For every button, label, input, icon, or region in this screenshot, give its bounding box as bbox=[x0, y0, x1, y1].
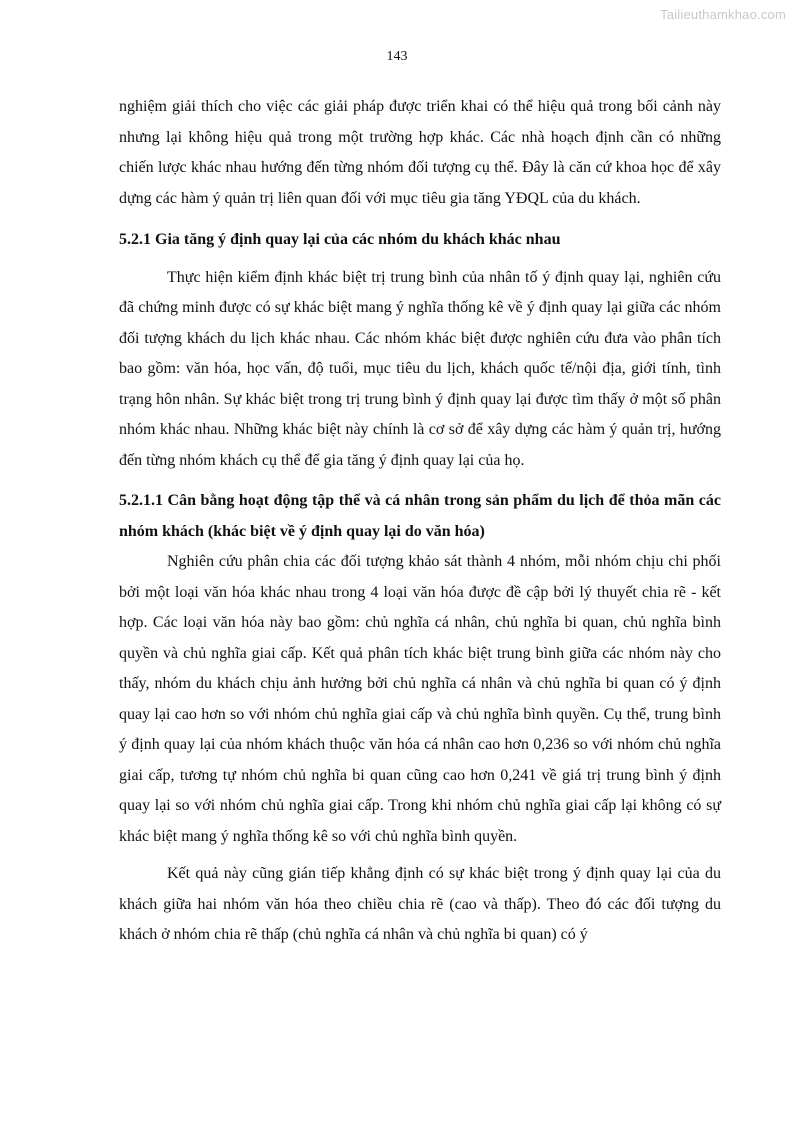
paragraph-continuation: nghiệm giải thích cho việc các giải pháp được triển khai có thể hiệu quả trong bối cảnh này nhưng lại không hiệu quả trong một trường hợp khác. Các nhà hoạch định cần có những chiến lược khác nhau hướng đến từng nhóm đối tượng cụ thể. Đây là căn cứ khoa học để xây dựng các hàm ý quản trị liên quan đối với mục tiêu gia tăng YĐQL của du khách. bbox=[119, 98, 721, 207]
paragraph-culture-groups: Nghiên cứu phân chia các đối tượng khảo sát thành 4 nhóm, mỗi nhóm chịu chi phối bởi một loại văn hóa khác nhau trong 4 loại văn hóa được đề cập bởi lý thuyết chia rẽ - kết hợp. Các loại văn hóa này bao gồm: chủ nghĩa cá nhân, chủ nghĩa bi quan, chủ nghĩa bình quyền và chủ nghĩa giai cấp. Kết quả phân tích khác biệt trung bình giữa các nhóm này cho thấy, nhóm du khách chịu ảnh hưởng bởi chủ nghĩa cá nhân và chủ nghĩa bi quan có ý định quay lại cao hơn so với nhóm chủ nghĩa giai cấp và chủ nghĩa bình quyền. Cụ thể, trung bình ý định quay lại của nhóm khách thuộc văn hóa cá nhân cao hơn 0,236 so với nhóm chủ nghĩa giai cấp, tương tự nhóm chủ nghĩa bi quan cũng cao hơn 0,241 về giá trị trung bình ý định quay lại so với nhóm chủ nghĩa giai cấp. Trong khi nhóm chủ nghĩa giai cấp lại không có sự khác biệt mang ý nghĩa thống kê so với chủ nghĩa bình quyền. bbox=[119, 553, 721, 845]
watermark: Tailieuthamkhao.com bbox=[660, 7, 786, 22]
document-body bbox=[119, 92, 721, 951]
paragraph-conclusion: Kết quả này cũng gián tiếp khẳng định có sự khác biệt trong ý định quay lại của du khách giữa hai nhóm văn hóa theo chiều chia rẽ (cao và thấp). Theo đó các đối tượng du khách ở nhóm chia rẽ thấp (chủ nghĩa cá nhân và chủ nghĩa bi quan) có ý bbox=[119, 865, 721, 943]
section-heading-5-2-1-1: 5.2.1.1 Cân bằng hoạt động tập thể và cá nhân trong sản phẩm du lịch để thỏa mãn các nhóm khách (khác biệt về ý định quay lại do văn hóa) bbox=[119, 492, 721, 540]
page-number: 143 bbox=[386, 49, 408, 64]
paragraph-section-5-2-1: Thực hiện kiểm định khác biệt trị trung bình của nhân tố ý định quay lại, nghiên cứu đã chứng minh được có sự khác biệt mang ý nghĩa thống kê về ý định quay lại giữa các nhóm đối tượng khách du lịch khác nhau. Các nhóm khác biệt được nghiên cứu đưa vào phân tích bao gồm: văn hóa, học vấn, độ tuổi, mục tiêu du lịch, khách quốc tế/nội địa, giới tính, tình trạng hôn nhân. Sự khác biệt trong trị trung bình ý định quay lại được tìm thấy ở một số phân nhóm khác nhau. Những khác biệt này chính là cơ sở để xây dựng các hàm ý quản trị, hướng đến từng nhóm khách cụ thể để gia tăng ý định quay lại của họ. bbox=[119, 268, 721, 469]
section-heading-5-2-1: 5.2.1 Gia tăng ý định quay lại của các nhóm du khách khác nhau bbox=[119, 231, 561, 248]
